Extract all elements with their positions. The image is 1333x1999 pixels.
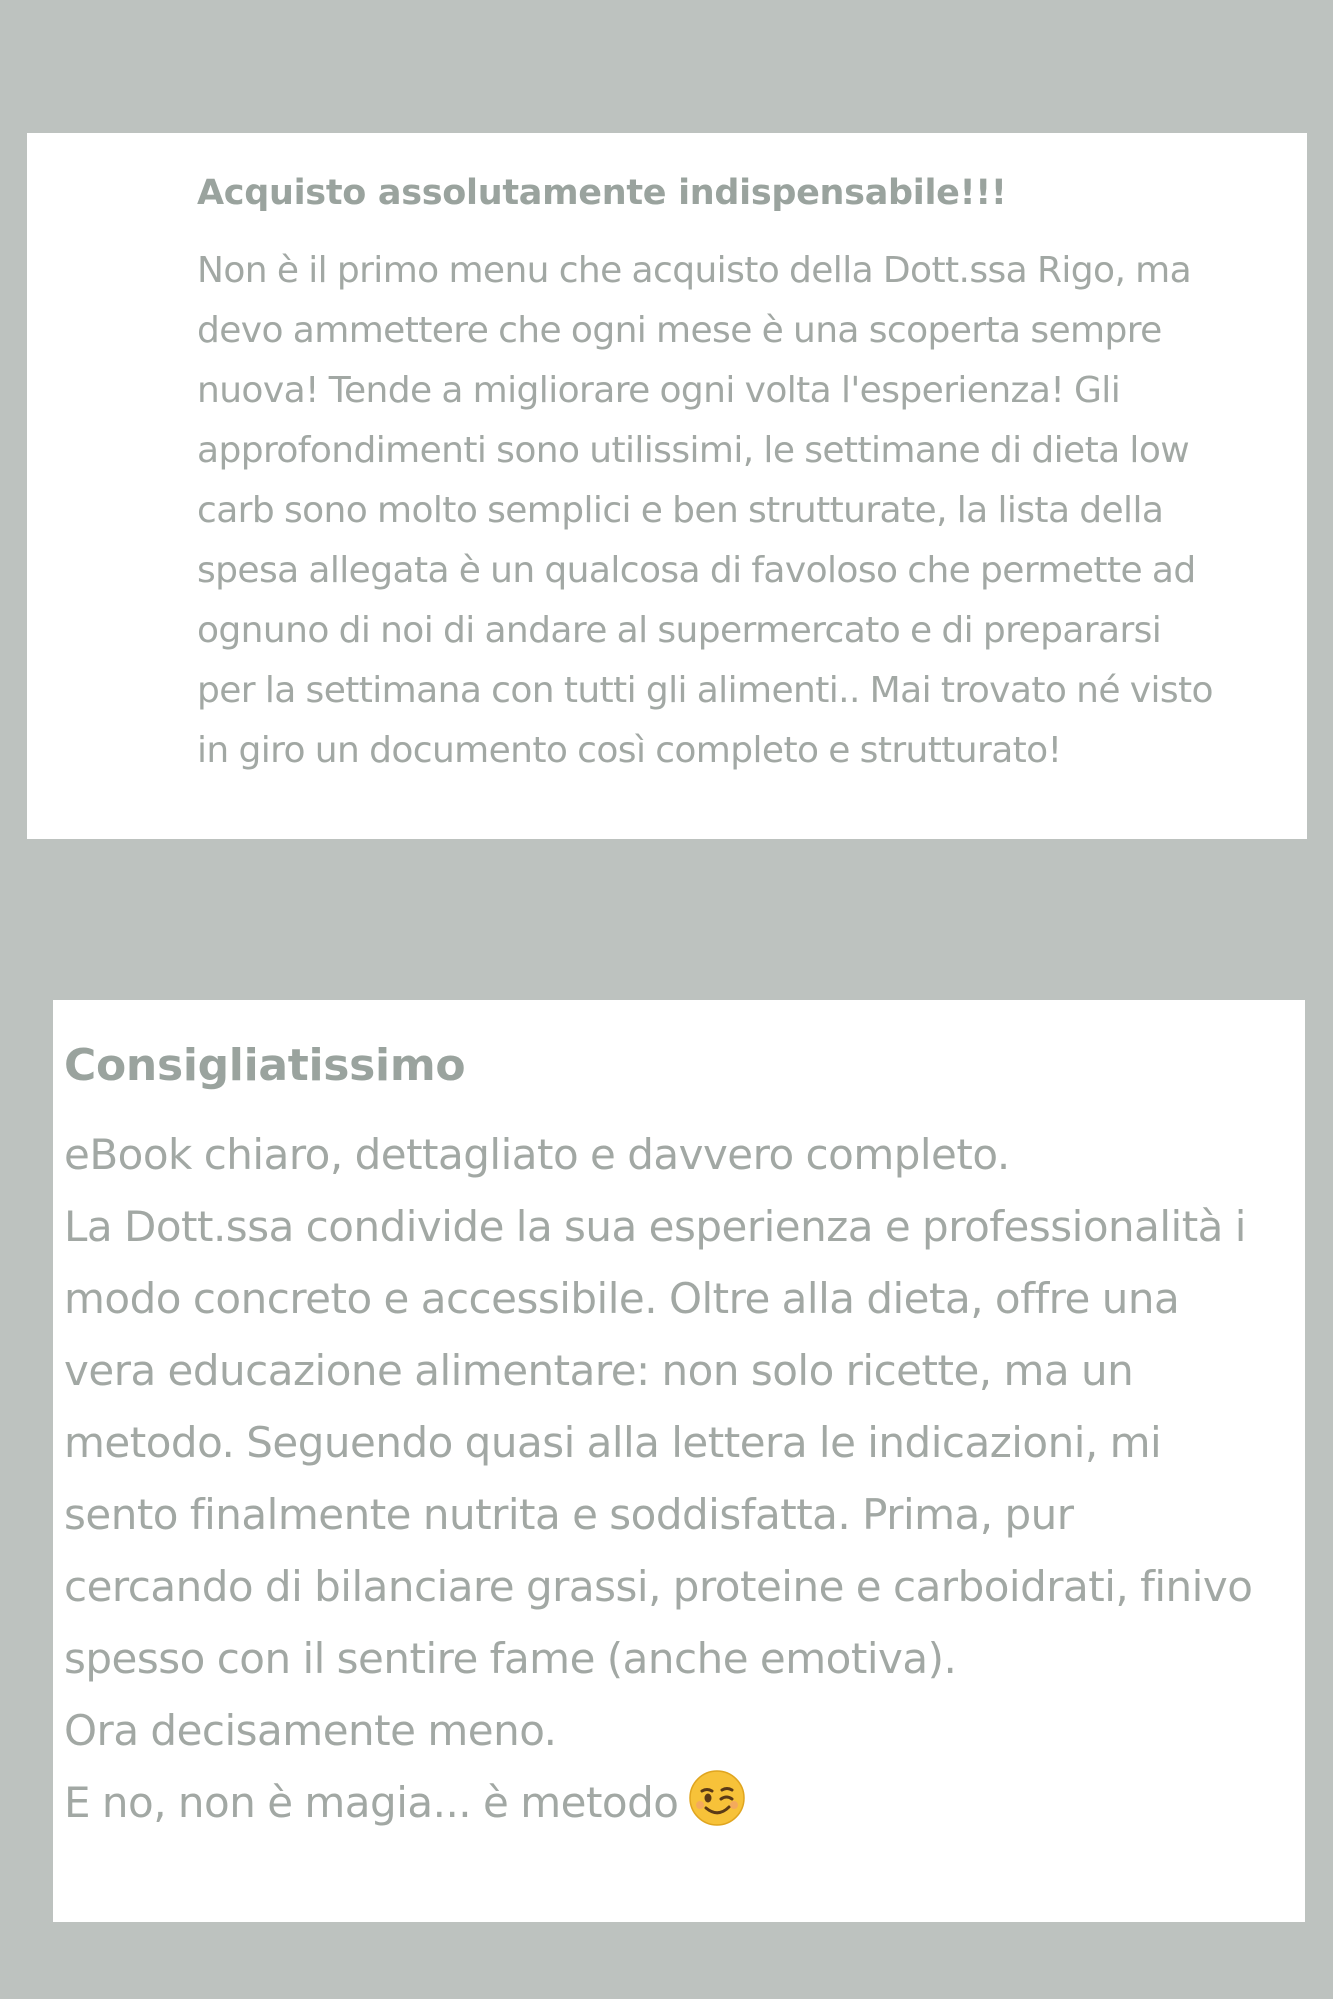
review-title: Acquisto assolutamente indispensabile!!!	[197, 173, 1007, 213]
review-body-line: La Dott.ssa condivide la sua esperienza e professionalità i	[64, 1202, 1246, 1251]
review-body-line: approfondimenti sono utilissimi, le settimane di dieta low	[197, 430, 1190, 471]
review-body	[197, 241, 1267, 781]
review-body-line: Non è il primo menu che acquisto della Dott.ssa Rigo, ma	[197, 250, 1192, 291]
review-body-line: metodo. Seguendo quasi alla lettera le indicazioni, mi	[64, 1418, 1162, 1467]
review-body-line: per la settimana con tutti gli alimenti.. Mai trovato né visto	[197, 670, 1213, 711]
review-title: Consigliatissimo	[64, 1040, 466, 1091]
review-body-line: modo concreto e accessibile. Oltre alla dieta, offre una	[64, 1274, 1180, 1323]
review-body-line: vera educazione alimentare: non solo ricette, ma un	[64, 1346, 1134, 1395]
review-body-line: nuova! Tende a migliorare ogni volta l'esperienza! Gli	[197, 370, 1121, 411]
review-body-line: sento finalmente nutrita e soddisfatta. Prima, pur	[64, 1490, 1074, 1539]
review-body	[64, 1119, 1305, 1849]
review-body-line: devo ammettere che ogni mese è una scoperta sempre	[197, 310, 1162, 351]
review-body-line: spesso con il sentire fame (anche emotiva).	[64, 1634, 957, 1683]
review-body-line: carb sono molto semplici e ben strutturate, la lista della	[197, 490, 1164, 531]
review-card-2	[53, 1000, 1305, 1922]
winking-face-icon	[688, 1769, 746, 1849]
review-body-line: eBook chiaro, dettagliato e davvero completo.	[64, 1130, 1010, 1179]
review-body-line: ognuno di noi di andare al supermercato e di prepararsi	[197, 610, 1162, 651]
review-body-line: Ora decisamente meno.	[64, 1706, 557, 1755]
review-body-line: E no, non è magia... è metodo	[64, 1778, 679, 1827]
review-card-1	[27, 133, 1307, 839]
review-body-line: spesa allegata è un qualcosa di favoloso che permette ad	[197, 550, 1196, 591]
review-body-line: cercando di bilanciare grassi, proteine e carboidrati, finivo	[64, 1562, 1253, 1611]
review-body-line: in giro un documento così completo e strutturato!	[197, 730, 1062, 771]
review-body-last-line	[64, 1767, 1305, 1849]
